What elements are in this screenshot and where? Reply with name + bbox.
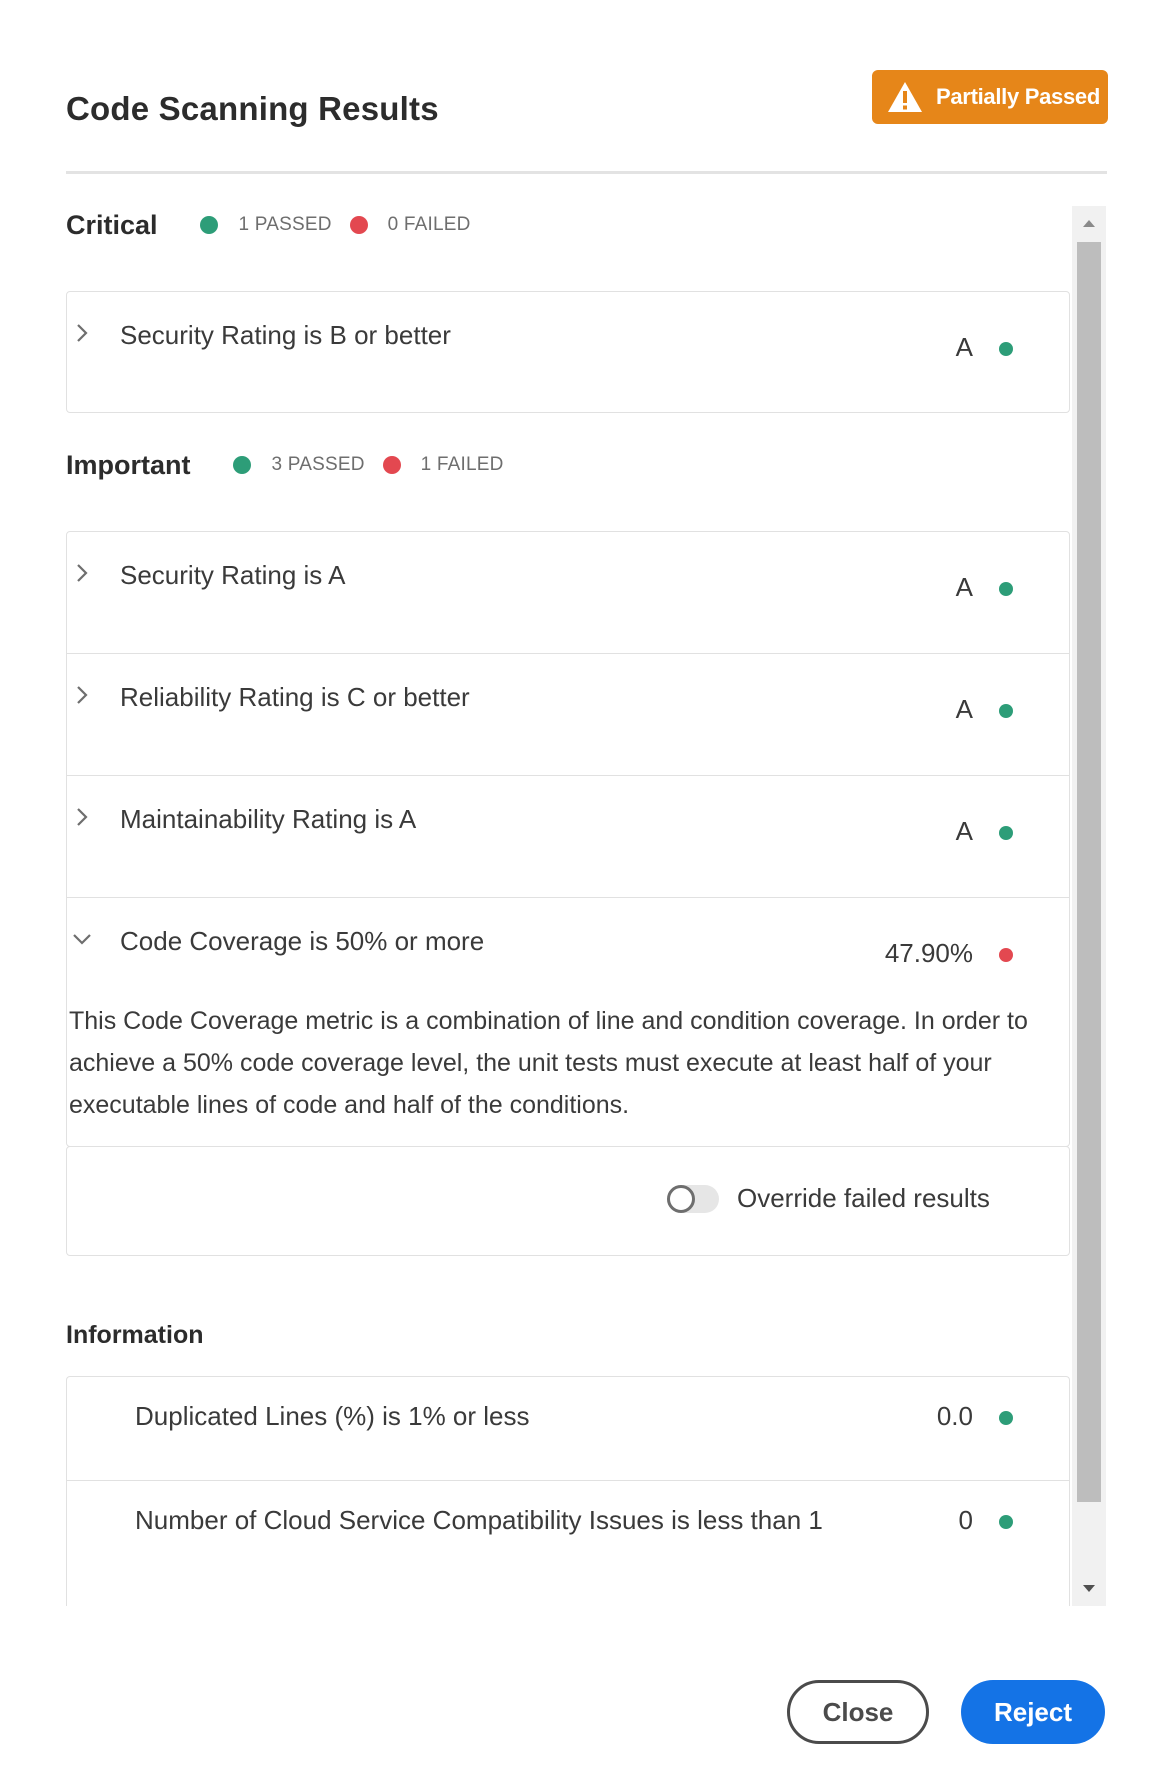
result-row-cloud-service-compatibility xyxy=(67,1481,1069,1585)
alert-triangle-icon xyxy=(886,80,924,114)
result-row-code-coverage[interactable] xyxy=(67,898,1069,1143)
result-row-label: Number of Cloud Service Compatibility Issues is less than 1 xyxy=(135,1505,823,1535)
failed-count-label: 1 FAILED xyxy=(420,454,504,475)
results-scroll-area[interactable] xyxy=(66,206,1106,1606)
result-row-security-rating-a[interactable] xyxy=(67,532,1069,654)
chevron-right-icon[interactable] xyxy=(71,322,93,344)
code-coverage-description xyxy=(69,1000,1059,1126)
pass-status-icon xyxy=(999,826,1013,840)
scroll-up-arrow-icon[interactable] xyxy=(1072,206,1106,240)
pass-dot-icon xyxy=(200,216,218,234)
vertical-scrollbar[interactable] xyxy=(1072,206,1106,1606)
section-title-information: Information xyxy=(66,1320,204,1349)
failed-count-important xyxy=(383,454,504,476)
information-panel xyxy=(66,1376,1070,1606)
toggle-knob xyxy=(667,1185,695,1213)
fail-dot-icon xyxy=(350,216,368,234)
result-row-value: A xyxy=(955,332,973,362)
result-row-label: Code Coverage is 50% or more xyxy=(120,926,485,956)
header-divider xyxy=(66,171,1107,174)
failed-count-label: 0 FAILED xyxy=(387,214,471,235)
chevron-right-icon[interactable] xyxy=(71,806,93,828)
passed-count-important xyxy=(233,454,365,476)
description-line: achieve a 50% code coverage level, the unit tests must execute at least half of your xyxy=(69,1049,992,1077)
result-row-label: Security Rating is B or better xyxy=(120,320,451,350)
information-section-header xyxy=(66,1316,204,1354)
pass-dot-icon xyxy=(233,456,251,474)
important-section-header xyxy=(66,446,504,484)
passed-count-critical xyxy=(200,214,332,236)
chevron-right-icon[interactable] xyxy=(71,684,93,706)
close-button[interactable]: Close xyxy=(787,1680,929,1744)
override-toggle-label[interactable]: Override failed results xyxy=(737,1183,990,1213)
pass-status-icon xyxy=(999,342,1013,356)
critical-panel xyxy=(66,291,1070,413)
fail-status-icon xyxy=(999,948,1013,962)
pass-status-icon xyxy=(999,704,1013,718)
scrollbar-thumb[interactable] xyxy=(1077,242,1101,1502)
status-badge-label: Partially Passed xyxy=(936,84,1100,109)
description-line: executable lines of code and half of the conditions. xyxy=(69,1091,630,1119)
result-row-label: Security Rating is A xyxy=(120,560,346,590)
critical-section-header xyxy=(66,206,471,244)
result-row-duplicated-lines xyxy=(67,1377,1069,1481)
result-row-security-rating-b[interactable] xyxy=(67,292,1069,411)
passed-count-label: 1 PASSED xyxy=(238,214,332,235)
chevron-right-icon[interactable] xyxy=(71,562,93,584)
section-title-critical: Critical xyxy=(66,209,158,240)
result-row-value: 0.0 xyxy=(936,1401,973,1431)
pass-status-icon xyxy=(999,1515,1013,1529)
chevron-down-icon[interactable] xyxy=(71,928,93,950)
passed-count-label: 3 PASSED xyxy=(271,454,365,475)
result-row-label: Reliability Rating is C or better xyxy=(120,682,470,712)
result-row-label: Maintainability Rating is A xyxy=(120,804,417,834)
pass-status-icon xyxy=(999,582,1013,596)
override-toggle[interactable] xyxy=(667,1185,719,1213)
fail-dot-icon xyxy=(383,456,401,474)
scroll-down-arrow-icon[interactable] xyxy=(1072,1572,1106,1606)
override-panel xyxy=(66,1146,1070,1256)
status-badge xyxy=(872,70,1108,124)
dialog-title: Code Scanning Results xyxy=(66,90,439,127)
pass-status-icon xyxy=(999,1411,1013,1425)
result-row-value: 0 xyxy=(958,1505,973,1535)
result-row-maintainability-rating[interactable] xyxy=(67,776,1069,898)
important-panel xyxy=(66,531,1070,1147)
result-row-reliability-rating[interactable] xyxy=(67,654,1069,776)
failed-count-critical xyxy=(350,214,471,236)
result-row-value: 47.90% xyxy=(884,938,973,968)
result-row-value: A xyxy=(955,572,973,602)
section-title-important: Important xyxy=(66,449,191,480)
reject-button[interactable]: Reject xyxy=(961,1680,1105,1744)
description-line: This Code Coverage metric is a combination of line and condition coverage. In order to xyxy=(69,1007,1028,1035)
result-row-value: A xyxy=(955,694,973,724)
result-row-label: Duplicated Lines (%) is 1% or less xyxy=(135,1401,530,1431)
result-row-value: A xyxy=(955,816,973,846)
